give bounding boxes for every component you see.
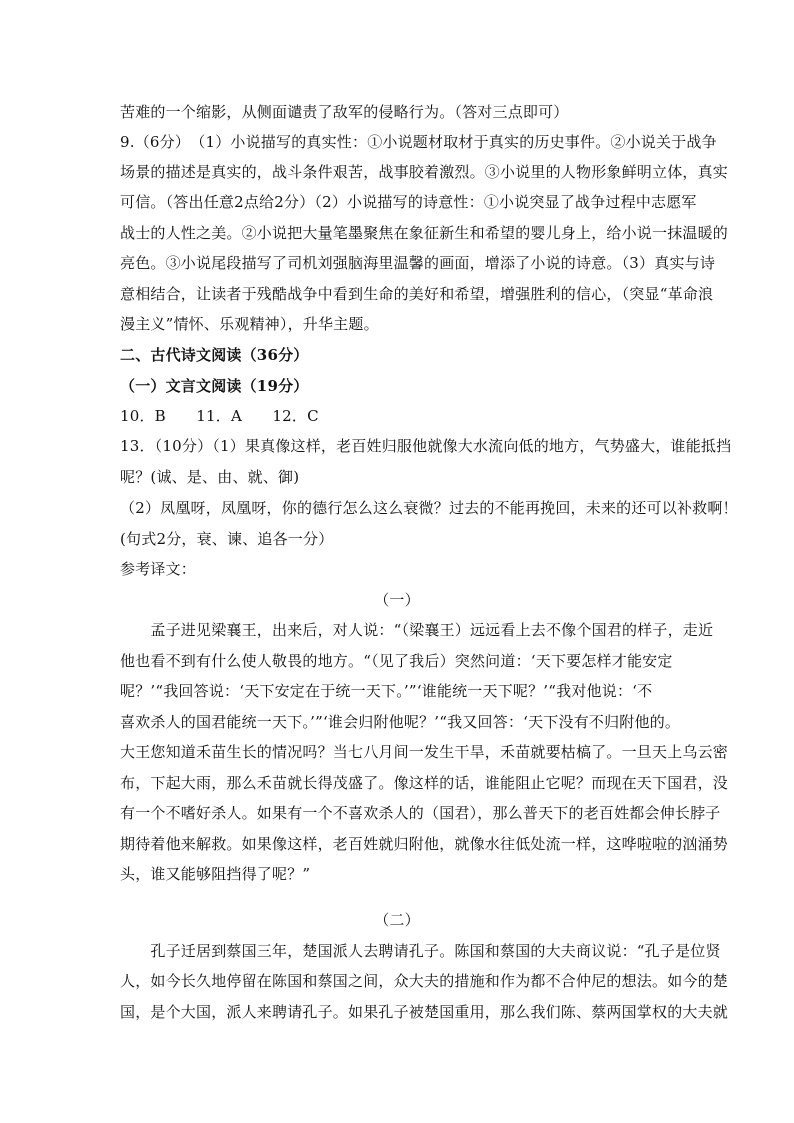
answer-9-line-1: 9.（6分） （1）小说描写的真实性：①小说题材取材于真实的历史事件。②小说关于战争 — [120, 133, 717, 151]
answer-9-line-2: 场景的描述是真实的，战斗条件艰苦，战事胶着激烈。③小说里的人物形象鲜明立体，真实 — [120, 163, 729, 181]
answer-13-line-4: (句式2分，衰、谏、追各一分） — [120, 530, 334, 548]
translation-one-line-5: 大王您知道禾苗生长的情况吗？当七八月间一发生干旱，禾苗就要枯槁了。一旦天上乌云密 — [120, 743, 729, 761]
section-heading-ancient-poetry: 二、古代诗文阅读（36分） — [120, 346, 309, 364]
translation-part-one-heading: （一） — [374, 591, 420, 609]
answer-line-1: 苦难的一个缩影，从侧面谴责了敌军的侵略行为。（答对三点即可） — [120, 103, 569, 121]
translation-one-line-9: 头，谁又能够阻挡得了呢？” — [120, 865, 311, 883]
translation-part-two-heading: （二） — [374, 911, 420, 929]
subsection-heading-classical-chinese: （一）文言文阅读（19分） — [120, 377, 309, 395]
answer-9-line-7: 漫主义”情怀、乐观精神），升华主题。 — [120, 315, 379, 333]
answers-10-12: 10．B 11．A 12．C — [120, 407, 319, 425]
answer-13-line-2: 呢？(诚、是、由、就、御) — [120, 468, 300, 486]
translation-one-line-1: 孟子进见梁襄王，出来后，对人说：“（梁襄王）远远看上去不像个国君的样子，走近 — [120, 621, 714, 639]
translation-one-line-8: 期待着他来解救。如果像这样，老百姓就归附他，就像水往低处流一样，这哗啦啦的汹涌势 — [120, 835, 729, 853]
answer-9-line-4: 战士的人性之美。②小说把大量笔墨聚焦在象征新生和希望的婴儿身上，给小说一抹温暖的 — [120, 224, 729, 242]
translation-two-line-3: 国，是个大国，派人来聘请孔子。如果孔子被楚国重用，那么我们陈、蔡两国掌权的大夫就 — [120, 1003, 729, 1021]
translation-one-line-4: 喜欢杀人的国君能统一天下。’”‘谁会归附他呢？’“我又回答：‘天下没有不归附他的。 — [120, 713, 681, 731]
translation-one-line-2: 他也看不到有什么使人敬畏的地方。“（见了我后）突然问道：‘天下要怎样才能安定 — [120, 652, 673, 670]
answer-9-line-6: 意相结合，让读者于残酷战争中看到生命的美好和希望，增强胜利的信心，（突显“革命浪 — [120, 285, 714, 303]
translation-two-line-1: 孔子迁居到蔡国三年，楚国派人去聘请孔子。陈国和蔡国的大夫商议说：“孔子是位贤 — [120, 942, 721, 960]
answer-9-line-3: 可信。（答出任意2点给2分）（2）小说描写的诗意性：①小说突显了战争过程中志愿军 — [120, 193, 697, 211]
translation-one-line-6: 布，下起大雨，那么禾苗就长得茂盛了。像这样的话，谁能阻止它呢？而现在天下国君，没 — [120, 774, 729, 792]
answer-13-line-3: （2）凤凰呀，凤凰呀，你的德行怎么这么衰微？过去的不能再挽回，未来的还可以补救啊！ — [120, 499, 738, 517]
answer-9-line-5: 亮色。③小说尾段描写了司机刘强脑海里温馨的画面，增添了小说的诗意。（3）真实与诗 — [120, 254, 716, 272]
answer-13-line-1: 13．（10分）（1）果真像这样，老百姓归服他就像大水流向低的地方，气势盛大，谁能抵挡 — [120, 437, 732, 455]
translation-one-line-7: 有一个不嗜好杀人。如果有一个不喜欢杀人的（国君），那么普天下的老百姓都会伸长脖子 — [120, 804, 721, 822]
reference-translation-label: 参考译文： — [120, 560, 197, 578]
translation-one-line-3: 呢？’“我回答说：‘天下安定在于统一天下。’”‘谁能统一天下呢？’“我对他说：‘不 — [120, 682, 653, 700]
translation-two-line-2: 人，如今长久地停留在陈国和蔡国之间，众大夫的措施和作为都不合仲尼的想法。如今的楚 — [120, 972, 729, 990]
